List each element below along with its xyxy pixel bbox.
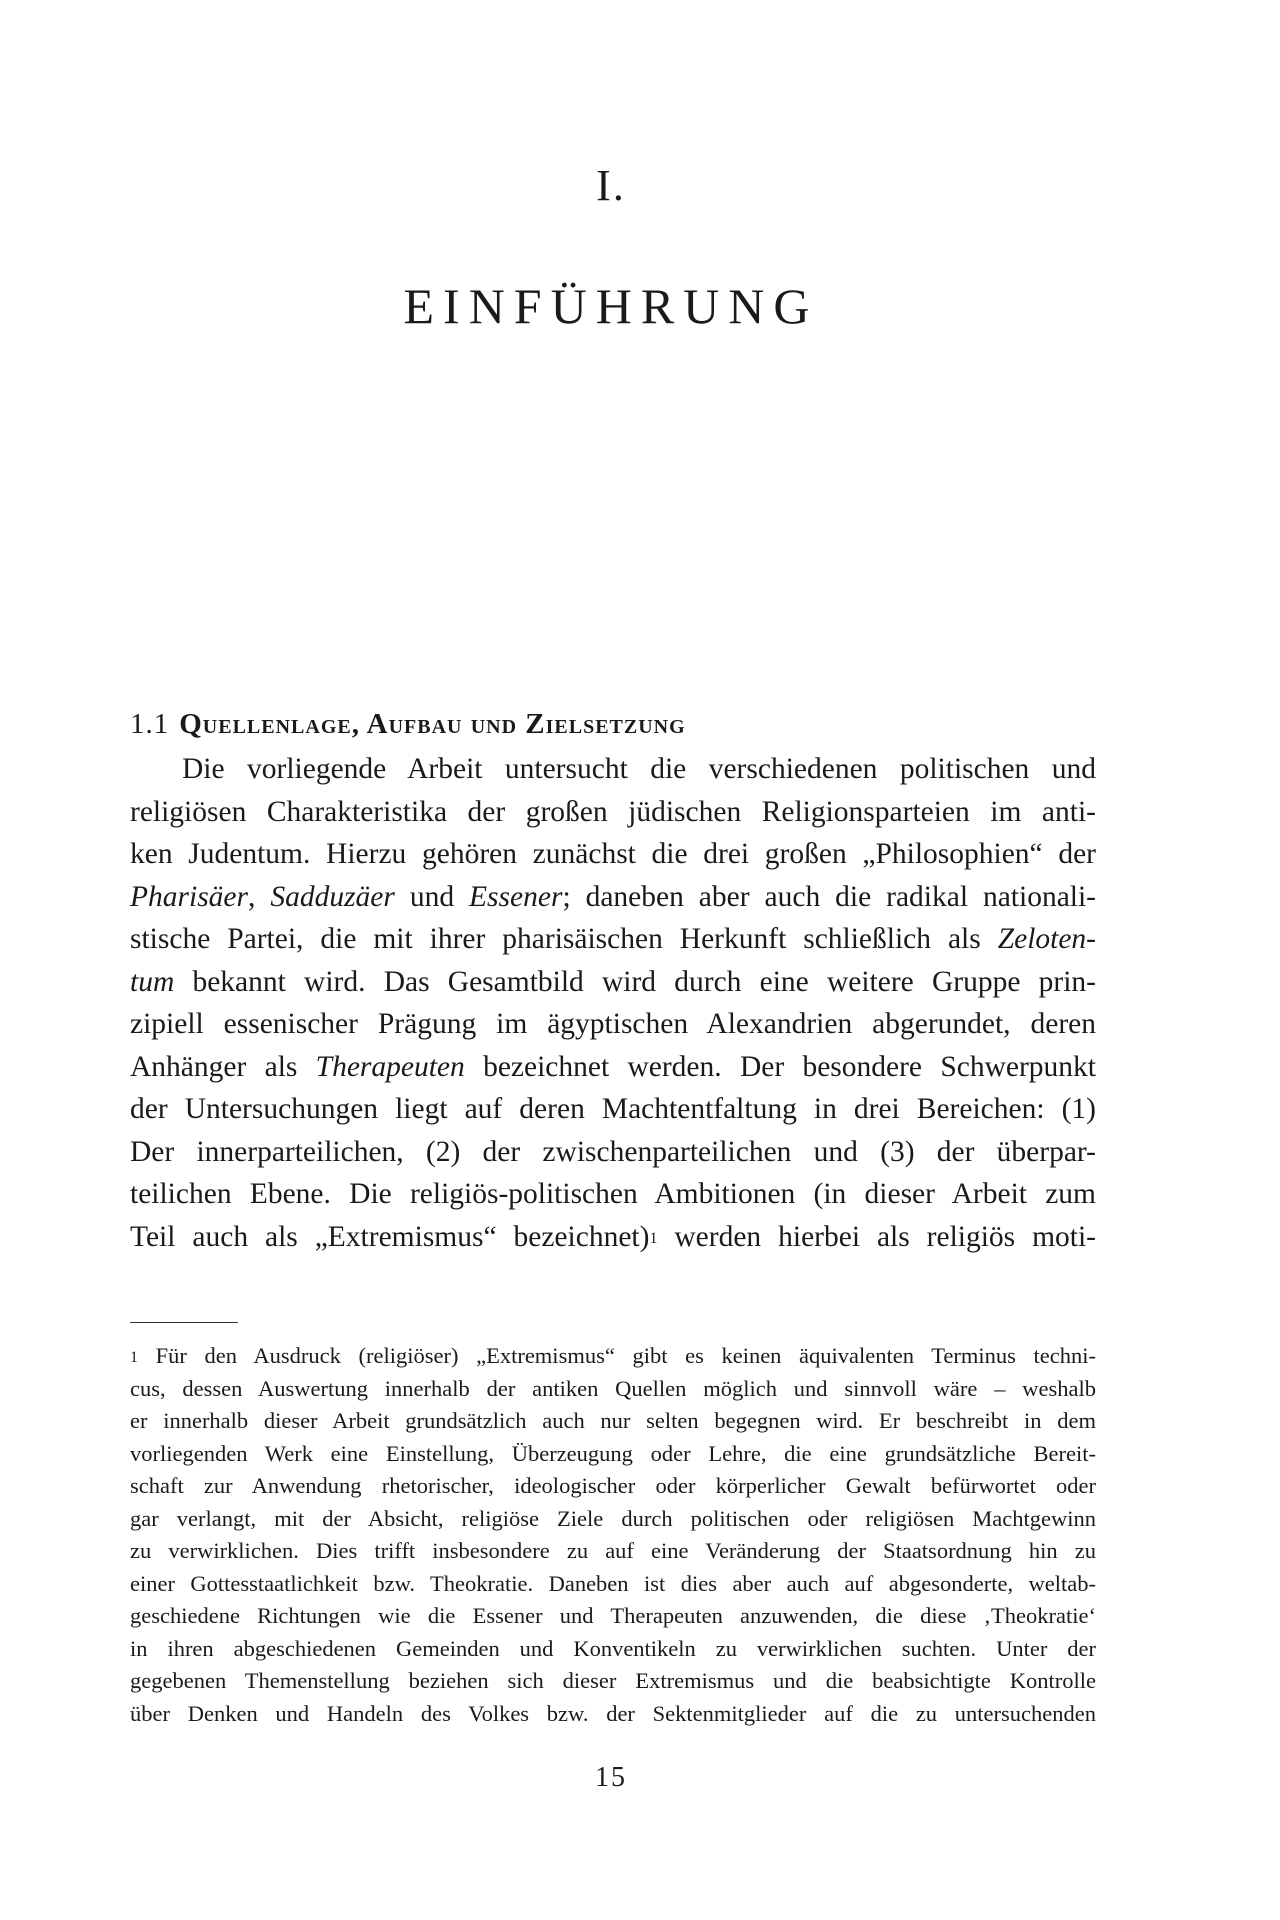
text: bezeichnet werden. Der besondere Schwerpunkt xyxy=(464,1050,1096,1083)
footnote-line: schaft zur Anwendung rhetorischer, ideologischer oder körperlicher Gewalt befürwortet oder xyxy=(130,1473,1096,1498)
page-number: 15 xyxy=(595,1762,627,1793)
body-line: teilichen Ebene. Die religiös-politischen Ambitionen (in dieser Arbeit zum xyxy=(130,1178,1096,1210)
footnote-1 xyxy=(130,1340,1096,1730)
footnote-reference[interactable]: 1 xyxy=(649,1229,658,1247)
footnote-line: er innerhalb dieser Arbeit grundsätzlich auch nur selten begegnen wird. Er beschreibt in dem xyxy=(130,1408,1096,1433)
term-sadduzaer: Sadduzäer xyxy=(270,880,395,913)
body-line: zipiell essenischer Prägung im ägyptischen Alexandrien abgerundet, deren xyxy=(130,1008,1096,1040)
footnote-line: vorliegenden Werk eine Einstellung, Überzeugung oder Lehre, die eine grundsätzliche Bereit- xyxy=(130,1440,1096,1466)
text: ; daneben aber auch die radikal nationali- xyxy=(562,880,1097,913)
body-line xyxy=(130,1046,1096,1089)
footnote-line: cus, dessen Auswertung innerhalb der antiken Quellen möglich und sinnvoll wäre – weshalb xyxy=(130,1375,1096,1401)
text: , xyxy=(248,880,271,913)
term-pharisaer: Pharisäer xyxy=(130,880,248,913)
body-line: religiösen Charakteristika der großen jüdischen Religionsparteien im anti- xyxy=(130,795,1096,828)
text: stische Partei, die mit ihrer pharisäischen Herkunft schließlich als xyxy=(130,923,998,955)
text: Für den Ausdruck (religiöser) „Extremismus“ gibt es keinen äquivalenten Terminus techni- xyxy=(138,1343,1096,1368)
footnote-line: in ihren abgeschiedenen Gemeinden und Konventikeln zu verwirklichen suchten. Unter der xyxy=(130,1635,1096,1661)
body-line xyxy=(130,918,1096,961)
text: Teil auch als „Extremismus“ bezeichnet) xyxy=(130,1220,650,1253)
term-zelotentum-part2: tum xyxy=(130,965,175,998)
footnote-line xyxy=(130,1340,1096,1373)
term-essener: Essener xyxy=(469,880,563,913)
section-number: 1.1 xyxy=(130,708,170,740)
section-heading xyxy=(130,700,1096,748)
footnote-line: geschiedene Richtungen wie die Essener und Therapeuten anzuwenden, die diese ‚Theokratie‘ xyxy=(130,1603,1096,1628)
body-line xyxy=(130,1216,1096,1259)
footnote-marker: 1 xyxy=(130,1349,138,1366)
chapter-number: I. xyxy=(596,161,626,210)
section-title: Quellenlage, Aufbau und Zielsetzung xyxy=(179,708,686,740)
text: werden hierbei als religiös moti- xyxy=(657,1220,1096,1253)
footnote-line: einer Gottesstaatlichkeit bzw. Theokratie. Daneben ist dies aber auch auf abgesonderte, weltab- xyxy=(130,1570,1096,1596)
term-zelotentum-part1: Zeloten- xyxy=(997,923,1096,955)
body-line xyxy=(130,961,1096,1004)
body-line: ken Judentum. Hierzu gehören zunächst die drei großen „Philosophien“ der xyxy=(130,838,1096,870)
footnote-line: über Denken und Handeln des Volkes bzw. der Sektenmitglieder auf die zu untersuchenden xyxy=(130,1700,1096,1726)
section-1-1 xyxy=(130,700,1096,1258)
footnote-divider xyxy=(130,1322,238,1323)
text: und xyxy=(394,880,470,913)
body-line: Die vorliegende Arbeit untersucht die verschiedenen politischen und xyxy=(182,753,1096,785)
footnote-line: gar verlangt, mit der Absicht, religiöse Ziele durch politischen oder religiösen Machtgewinn xyxy=(130,1505,1096,1531)
text: bekannt wird. Das Gesamtbild wird durch eine weitere Gruppe prin- xyxy=(174,965,1096,998)
footnote-line: zu verwirklichen. Dies trifft insbesondere zu auf eine Veränderung der Staatsordnung hin zu xyxy=(130,1538,1096,1563)
chapter-title: EINFÜHRUNG xyxy=(403,278,819,334)
body-line: der Untersuchungen liegt auf deren Machtentfaltung in drei Bereichen: (1) xyxy=(130,1093,1096,1125)
footnote-line: gegebenen Themenstellung beziehen sich dieser Extremismus und die beabsichtigte Kontrolle xyxy=(130,1668,1096,1693)
body-line xyxy=(130,876,1096,919)
body-line: Der innerparteilichen, (2) der zwischenparteilichen und (3) der überpar- xyxy=(130,1135,1096,1168)
text: Anhänger als xyxy=(130,1050,316,1083)
term-therapeuten: Therapeuten xyxy=(315,1050,465,1083)
